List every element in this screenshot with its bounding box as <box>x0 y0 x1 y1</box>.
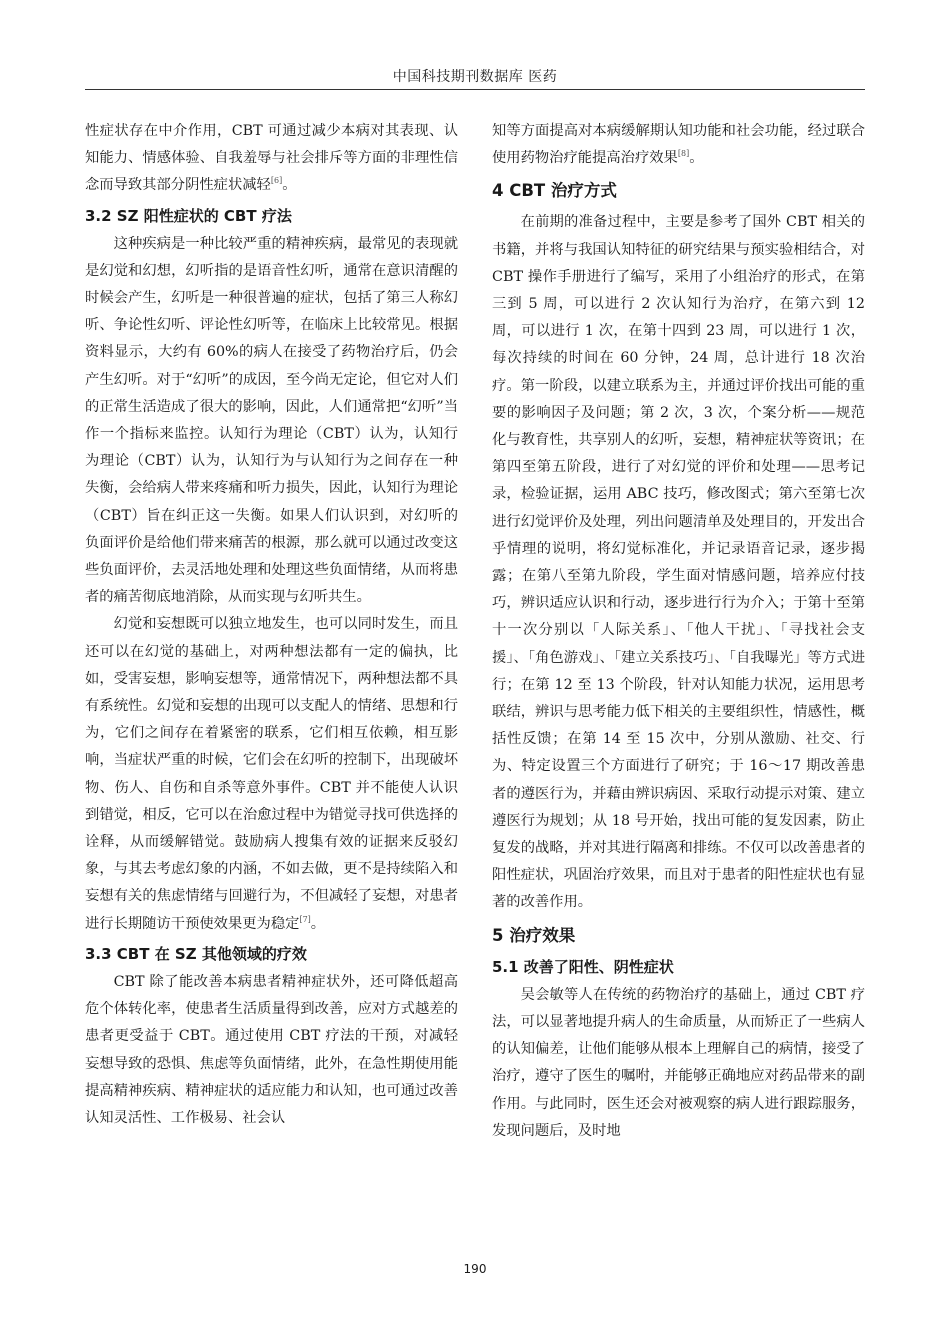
left-column <box>85 118 458 1132</box>
page-number: 190 <box>463 1262 487 1276</box>
running-header: 中国科技期刊数据库 医药 <box>392 69 558 85</box>
paragraph: 吴会敏等人在传统的药物治疗的基础上，通过 CBT 疗法，可以显著地提升病人的生命质量，从而矫正了一些病人的认知偏差，让他们能够从根本上理解自己的病情，接受了治疗，遵守了医生的嘱咐，并能够正确地应对药品带来的副作用。与此同时，医生还会对被观察的病人进行跟踪服务，发现问题后，及时地 <box>492 986 865 1139</box>
paragraph: 知等方面提高对本病缓解期认知功能和社会功能，经过联合使用药物治疗能提高治疗效果[8]。 <box>492 123 865 167</box>
section-heading-5-1: 5.1 改善了阳性、阴性症状 <box>492 957 674 976</box>
header-rule <box>85 89 865 90</box>
paragraph: 在前期的准备过程中，主要是参考了国外 CBT 相关的书籍，并将与我国认知特征的研究结果与预实验相结合，对 CBT 操作手册进行了编写，采用了小组治疗的形式，在第三到 5 周，可以进行 2 次认知行为治疗，在第六到 12 周，可以进行 1 次，在第十四到 23 周，可以进行 1 次，每次持续的时间在 60 分钟，24 周，总计进行 18 次治疗。第一阶段，以建立联系为主，并通过评价找出可能的重要的影响因子及问题；第 2 次，3 次，个案分析——规范化与教育性，共享别人的幻听，妄想，精神症状等资讯；在第四至第五阶段，进行了对幻觉的评价和处理——思考记录，检验证据，运用 ABC 技巧，修改图式；第六至第七次进行幻觉评价及处理，列出问题清单及处理目的，开发出合乎情理的说明，将幻觉标准化，并记录语音记录，逐步揭露；在第八至第九阶段，学生面对情感问题，培养应付技巧，辨识适应认识和行动，逐步进行行为介入；于第十至第十一次分别以「人际关系」、「他人干扰」、「寻找社会支援」、「角色游戏」、「建立关系技巧」、「自我曝光」等方式进行；在第 12 至 13 个阶段，针对认知能力状况，运用思考联结，辨识与思考能力低下相关的主要组织性，情感性，概括性反馈；在第 14 至 15 次中，分别从激励、社交、行为、特定设置三个方面进行了研究；于 16～17 期改善患者的遵医行为，并藉由辨识病因、采取行动提示对策、建立遵医行为规划；从 18 号开始，找出可能的复发因素，防止复发的战略，并对其进行隔离和排练。不仅可以改善患者的阳性症状，巩固治疗效果，而且对于患者的阳性症状也有显著的改善作用。 <box>492 214 865 911</box>
citation-ref: [6] <box>270 176 283 186</box>
paragraph: 这种疾病是一种比较严重的精神疾病，最常见的表现就是幻觉和幻想，幻听指的是语音性幻听，通常在意识清醒的时候会产生，幻听是一种很普遍的症状，包括了第三人称幻听、争论性幻听、评论性幻听等，在临床上比较常见。根据资料显示，大约有 60%的病人在接受了药物治疗后，仍会产生幻听。对于“幻听”的成因，至今尚无定论，但它对人们的正常生活造成了很大的影响，因此，人们通常把“幻听”当作一个指标来监控。认知行为理论（CBT）认为，认知行为理论（CBT）认为，认知行为与认知行为之间存在一种失衡，会给病人带来疼痛和听力损失，因此，认知行为理论（CBT）旨在纠正这一失衡。如果人们认识到，对幻听的负面评价是给他们带来痛苦的根源，那么就可以通过改变这些负面评价，去灵活地处理和处理这些负面情绪，从而将患者的痛苦彻底地消除，从而实现与幻听共生。 <box>85 235 458 606</box>
section-heading-4: 4 CBT 治疗方式 <box>492 181 617 201</box>
section-heading-3-3: 3.3 CBT 在 SZ 其他领域的疗效 <box>85 944 307 963</box>
paragraph: CBT 除了能改善本病患者精神症状外，还可降低超高危个体转化率，使患者生活质量得到改善，应对方式越差的患者更受益于 CBT。通过使用 CBT 疗法的干预，对减轻妄想导致的恐惧、焦虑等负面情绪，此外，在急性期使用能提高精神疾病、精神症状的适应能力和认知，也可通过改善认知灵活性、工作极易、社会认 <box>85 973 458 1126</box>
paragraph: 幻觉和妄想既可以独立地发生，也可以同时发生，而且还可以在幻觉的基础上，对两种想法都有一定的偏执，比如，受害妄想，影响妄想等，通常情况下，两种想法都不具有系统性。幻觉和妄想的出现可以支配人的情绪、思想和行为，它们之间存在着紧密的联系，它们相互依赖，相互影响，当症状严重的时候，它们会在幻听的控制下，出现破坏物、伤人、自伤和自杀等意外事件。CBT 并不能使人认识到错觉，相反，它可以在治愈过程中为错觉寻找可供选择的诠释，从而缓解错觉。鼓励病人搜集有效的证据来反驳幻象，与其去考虑幻象的内涵，不如去做，更不是持续陷入和妄想有关的焦虑情绪与回避行为，不但减轻了妄想，对患者进行长期随访干预使效果更为稳定[7]。 <box>85 616 458 932</box>
section-heading-3-2: 3.2 SZ 阳性症状的 CBT 疗法 <box>85 206 292 225</box>
right-column <box>492 118 865 1145</box>
paragraph: 性症状存在中介作用，CBT 可通过减少本病对其表现、认知能力、情感体验、自我羞辱与社会排斥等方面的非理性信念而导致其部分阴性症状减轻[6]。 <box>85 123 458 194</box>
citation-ref: [7] <box>299 914 311 924</box>
section-heading-5: 5 治疗效果 <box>492 925 576 945</box>
citation-ref: [8] <box>677 149 690 159</box>
